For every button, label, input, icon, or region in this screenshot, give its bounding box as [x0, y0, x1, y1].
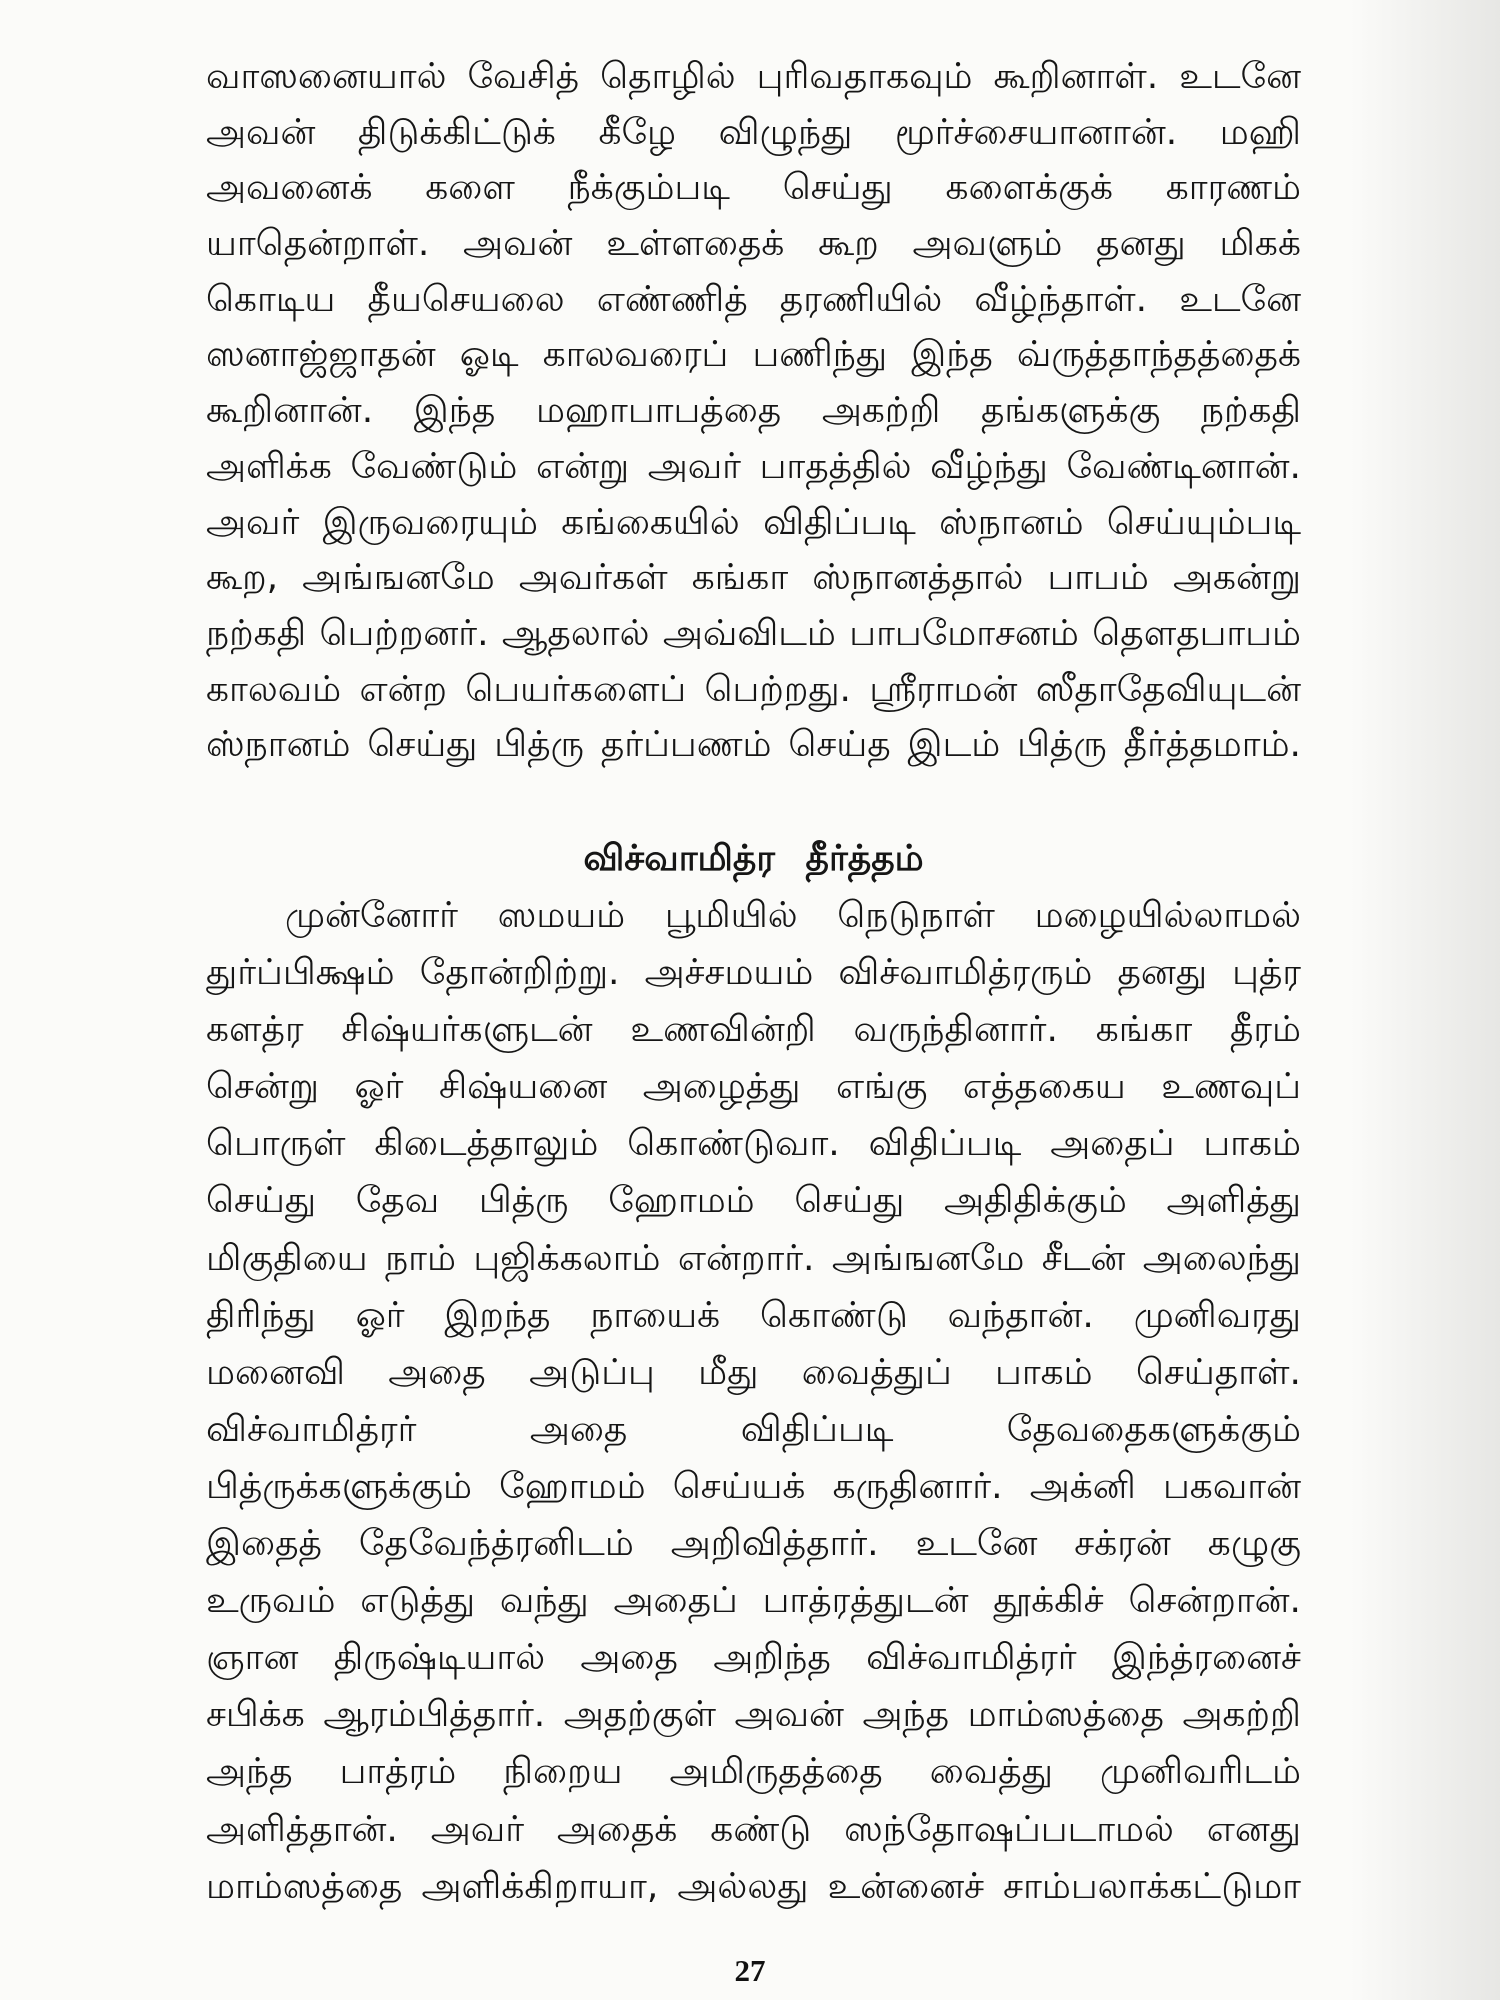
- text-line: கூற, அங்ஙனமே அவர்கள் கங்கா ஸ்நானத்தால் பாபம் அகன்று: [206, 557, 1301, 599]
- paragraph: [206, 49, 1301, 773]
- text-line: துர்ப்பிக்ஷம் தோன்றிற்று. அச்சமயம் விச்வாமித்ரரும் தனது புத்ர: [206, 952, 1301, 994]
- text-line: யாதென்றாள். அவன் உள்ளதைக் கூற அவளும் தனது மிகக்: [206, 223, 1301, 265]
- text-line: இதைத் தேவேந்த்ரனிடம் அறிவித்தார். உடனே சக்ரன் கழுகு: [206, 1523, 1301, 1565]
- text-line: அந்த பாத்ரம் நிறைய அமிருதத்தை வைத்து முனிவரிடம்: [206, 1751, 1301, 1793]
- text-line: கூறினான். இந்த மஹாபாபத்தை அகற்றி தங்களுக்கு நற்கதி: [206, 390, 1301, 432]
- text-line: சென்று ஓர் சிஷ்யனை அழைத்து எங்கு எத்தகைய உணவுப்: [206, 1066, 1301, 1108]
- text-line: காலவம் என்ற பெயர்களைப் பெற்றது. ஸ்ரீராமன் ஸீதாதேவியுடன்: [206, 668, 1301, 710]
- text-line: விச்வாமித்ரர் அதை விதிப்படி தேவதைகளுக்கும்: [206, 1408, 1301, 1450]
- text-line: நற்கதி பெற்றனர். ஆதலால் அவ்விடம் பாபமோசனம் தௌதபாபம்: [206, 612, 1301, 654]
- text-line: பொருள் கிடைத்தாலும் கொண்டுவா. விதிப்படி அதைப் பாகம்: [206, 1123, 1301, 1165]
- text-line: ஸனாஜ்ஜாதன் ஓடி காலவரைப் பணிந்து இந்த வ்ருத்தாந்தத்தைக்: [206, 334, 1301, 376]
- text-line: உருவம் எடுத்து வந்து அதைப் பாத்ரத்துடன் தூக்கிச் சென்றான்.: [206, 1580, 1301, 1622]
- text-line: அவன் திடுக்கிட்டுக் கீழே விழுந்து மூர்ச்சையானான். மஹி: [206, 111, 1301, 153]
- text-line: பித்ருக்களுக்கும் ஹோமம் செய்யக் கருதினார். அக்னி பகவான்: [206, 1465, 1301, 1507]
- section-heading: விச்வாமித்ர தீர்த்தம்: [583, 838, 924, 879]
- text-line: முன்னோர் ஸமயம் பூமியில் நெடுநாள் மழையில்லாமல்: [285, 895, 1301, 936]
- text-line: வாஸனையால் வேசித் தொழில் புரிவதாகவும் கூறினாள். உடனே: [206, 56, 1301, 97]
- text-line: அளித்தான். அவர் அதைக் கண்டு ஸந்தோஷப்படாமல் எனது: [206, 1808, 1301, 1850]
- text-line: சபிக்க ஆரம்பித்தார். அதற்குள் அவன் அந்த மாம்ஸத்தை அகற்றி: [206, 1694, 1301, 1736]
- text-line: ஸ்நானம் செய்து பித்ரு தர்ப்பணம் செய்த இடம் பித்ரு தீர்த்தமாம்.: [206, 724, 1301, 766]
- text-line: கொடிய தீயசெயலை எண்ணித் தரணியில் வீழ்ந்தாள். உடனே: [206, 278, 1301, 320]
- text-line: மிகுதியை நாம் புஜிக்கலாம் என்றார். அங்ஙனமே சீடன் அலைந்து: [206, 1237, 1301, 1279]
- text-line: அவர் இருவரையும் கங்கையில் விதிப்படி ஸ்நானம் செய்யும்படி: [206, 501, 1301, 543]
- text-line: மனைவி அதை அடுப்பு மீது வைத்துப் பாகம் செய்தாள்.: [206, 1351, 1301, 1393]
- text-line: களத்ர சிஷ்யர்களுடன் உணவின்றி வருந்தினார். கங்கா தீரம்: [206, 1009, 1301, 1051]
- paragraph: [206, 887, 1301, 1915]
- text-line: திரிந்து ஓர் இறந்த நாயைக் கொண்டு வந்தான். முனிவரது: [206, 1294, 1301, 1336]
- text-line: அளிக்க வேண்டும் என்று அவர் பாதத்தில் வீழ்ந்து வேண்டினான்.: [206, 445, 1301, 487]
- text-line: செய்து தேவ பித்ரு ஹோமம் செய்து அதிதிக்கும் அளித்து: [206, 1180, 1301, 1222]
- text-line: ஞான திருஷ்டியால் அதை அறிந்த விச்வாமித்ரர் இந்த்ரனைச்: [206, 1637, 1301, 1679]
- page-number: 27: [734, 1953, 766, 1988]
- text-line: மாம்ஸத்தை அளிக்கிறாயா, அல்லது உன்னைச் சாம்பலாக்கட்டுமா: [206, 1865, 1301, 1907]
- text-line: அவனைக் களை நீக்கும்படி செய்து களைக்குக் காரணம்: [206, 167, 1301, 209]
- scan-shadow: [1350, 0, 1500, 2000]
